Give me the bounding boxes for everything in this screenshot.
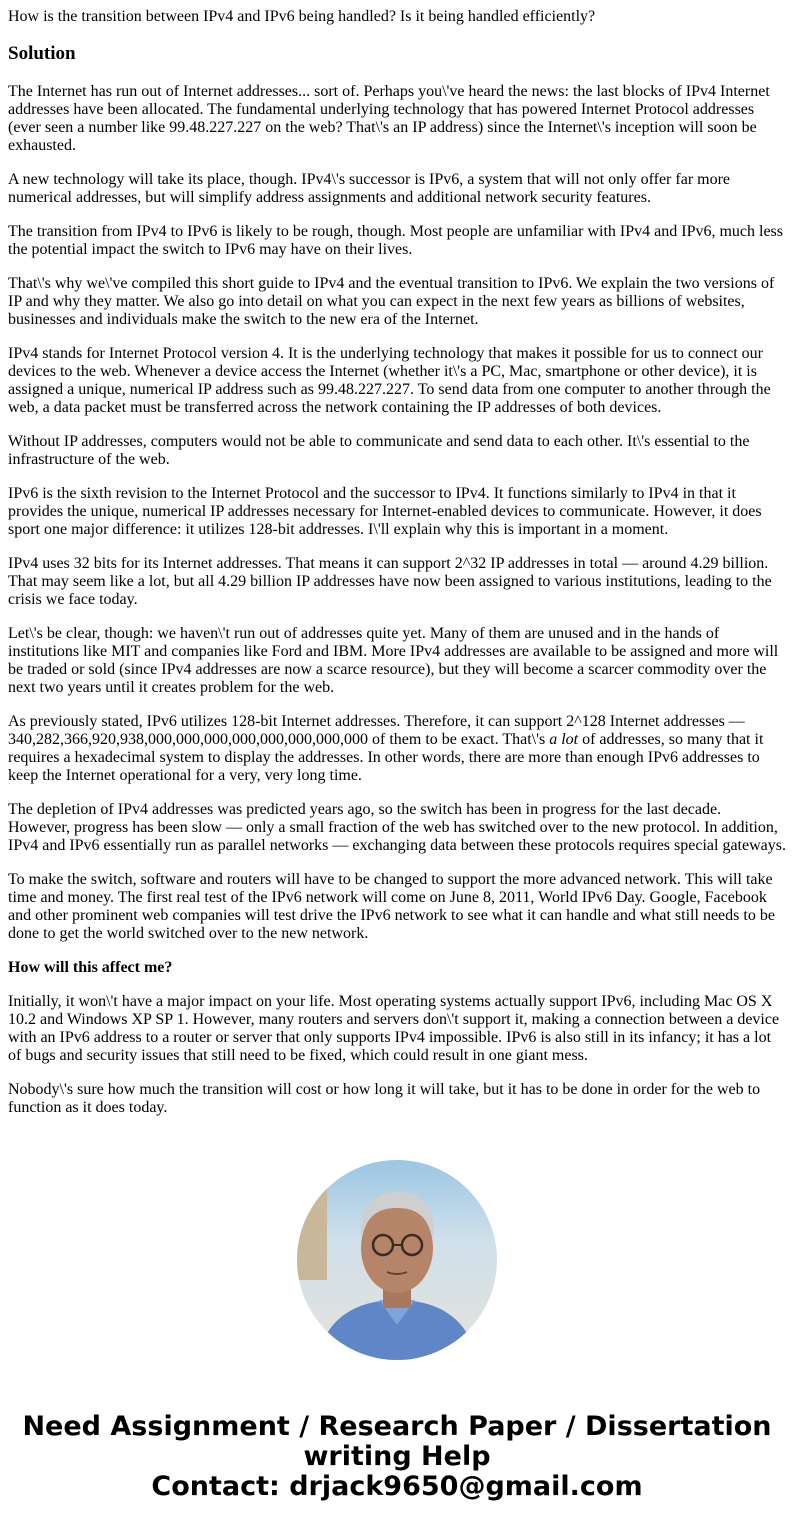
portrait-icon: [297, 1160, 497, 1360]
text: of addresses, so many that it requires a hexadecimal system to display the addresses. In other words, there are more than enough IPv6 addresses to keep the Internet operational for a very, very long time.: [8, 731, 764, 784]
subheading: [8, 959, 786, 977]
subheading-text: How will this affect me?: [8, 959, 173, 976]
text: As previously stated, IPv6 utilizes 128-bit Internet addresses. Therefore, it can support 2^128 Internet addresses — 340,282,366,920,938,000,000,000,000,000,000,000,000 of them to be exact. That\'s: [8, 713, 745, 748]
avatar: [297, 1160, 497, 1360]
paragraph: [8, 713, 786, 785]
paragraph: Nobody\'s sure how much the transition will cost or how long it will take, but it has to be done in order for the web to function as it does today.: [8, 1081, 761, 1116]
promo-banner: [8, 1412, 786, 1502]
emphasis: a lot: [549, 731, 579, 748]
paragraph: The Internet has run out of Internet addresses... sort of. Perhaps you\'ve heard the news: the last blocks of IPv4 Internet addresses have been allocated. The fundamental underlying technology that has powered Internet Protocol addresses (ever seen a number like 99.48.227.227 on the web? That\'s an IP address) since the Internet\'s inception will soon be exhausted.: [8, 83, 770, 154]
paragraph: The transition from IPv4 to IPv6 is likely to be rough, though. Most people are unfamiliar with IPv4 and IPv6, much less the potential impact the switch to IPv6 may have on their lives.: [8, 223, 784, 258]
paragraph: IPv6 is the sixth revision to the Internet Protocol and the successor to IPv4. It functions similarly to IPv4 in that it provides the unique, numerical IP addresses necessary for Internet-enabled devices to communicate. However, it does sport one major difference: it utilizes 128-bit addresses. I\'ll explain why this is important in a moment.: [8, 485, 762, 538]
paragraph: A new technology will take its place, though. IPv4\'s successor is IPv6, a system that will not only offer far more numerical addresses, but will simplify address assignments and additional network security features.: [8, 171, 731, 206]
paragraph: IPv4 stands for Internet Protocol version 4. It is the underlying technology that makes it possible for us to connect our devices to the web. Whenever a device access the Internet (whether it\'s a PC, Mac, smartphone or other device), it is assigned a unique, numerical IP address such as 99.48.227.227. To send data from one computer to another through the web, a data packet must be transferred across the network containing the IP addresses of both devices.: [8, 345, 771, 416]
avatar-container: [8, 1160, 786, 1360]
paragraph: Let\'s be clear, though: we haven\'t run out of addresses quite yet. Many of them are unused and in the hands of institutions like MIT and companies like Ford and IBM. More IPv4 addresses are available to be assigned and more will be traded or sold (since IPv4 addresses are now a scarce resource), but they will become a scarcer commodity over the next two years until it creates problem for the web.: [8, 625, 779, 696]
paragraph: Without IP addresses, computers would not be able to communicate and send data to each other. It\'s essential to the infrastructure of the web.: [8, 433, 750, 468]
promo-contact: Contact: drjack9650@gmail.com: [151, 1471, 643, 1502]
answer-body: [8, 83, 786, 1117]
paragraph: To make the switch, software and routers will have to be changed to support the more advanced network. This will take time and money. The first real test of the IPv6 network will come on June 8, 2011, World IPv6 Day. Google, Facebook and other prominent web companies will test drive the IPv6 network to see what it can handle and what still needs to be done to get the world switched over to the new network.: [8, 871, 775, 942]
paragraph: IPv4 uses 32 bits for its Internet addresses. That means it can support 2^32 IP addresses in total — around 4.29 billion. That may seem like a lot, but all 4.29 billion IP addresses have now been assigned to various institutions, leading to the crisis we face today.: [8, 555, 772, 608]
solution-heading: Solution: [8, 43, 76, 64]
paragraph: That\'s why we\'ve compiled this short guide to IPv4 and the eventual transition to IPv6. We explain the two versions of IP and why they matter. We also go into detail on what you can expect in the next few years as billions of websites, businesses and individuals make the switch to the new era of the Internet.: [8, 275, 775, 328]
paragraph: The depletion of IPv4 addresses was predicted years ago, so the switch has been in progress for the last decade. However, progress has been slow — only a small fraction of the web has switched over to the new protocol. In addition, IPv4 and IPv6 essentially run as parallel networks — exchanging data between these protocols requires special gateways.: [8, 801, 786, 854]
promo-headline: Need Assignment / Research Paper / Dissertation writing Help: [22, 1411, 772, 1472]
question: How is the transition between IPv4 and IPv6 being handled? Is it being handled efficiently?: [8, 8, 596, 25]
paragraph: Initially, it won\'t have a major impact on your life. Most operating systems actually support IPv6, including Mac OS X 10.2 and Windows XP SP 1. However, many routers and servers don\'t support it, making a connection between a device with an IPv6 address to a router or server that only supports IPv4 impossible. IPv6 is also still in its infancy; it has a lot of bugs and security issues that still need to be fixed, which could result in one giant mess.: [8, 993, 780, 1064]
